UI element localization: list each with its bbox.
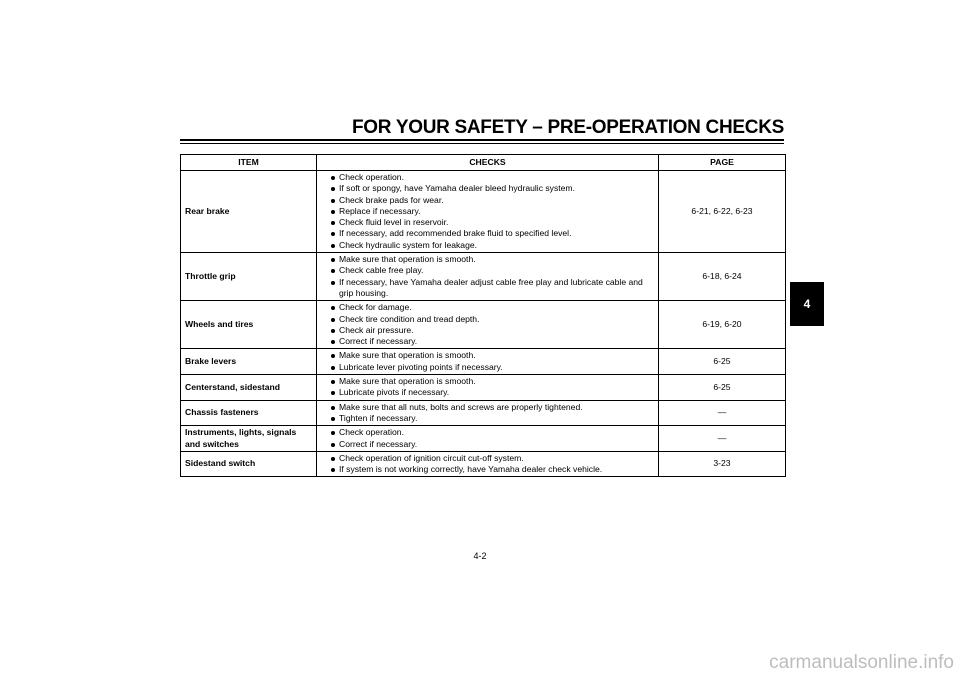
- check-item: If system is not working correctly, have Yamaha dealer check vehicle.: [328, 464, 654, 475]
- check-item: If necessary, add recommended brake fluid to specified level.: [328, 228, 654, 239]
- page-cell: —: [659, 400, 786, 426]
- title-rule-thin: [180, 143, 784, 144]
- check-item: Correct if necessary.: [328, 336, 654, 347]
- pre-operation-checks-table: [180, 154, 786, 477]
- check-item: Replace if necessary.: [328, 206, 654, 217]
- table-row: [181, 375, 786, 401]
- check-item: Correct if necessary.: [328, 439, 654, 450]
- check-item: Make sure that operation is smooth.: [328, 376, 654, 387]
- checks-cell: [317, 451, 659, 477]
- item-cell: Rear brake: [181, 171, 317, 253]
- check-item: Check hydraulic system for leakage.: [328, 240, 654, 251]
- page-cell: 6-19, 6-20: [659, 301, 786, 349]
- checks-list: [328, 350, 654, 373]
- check-item: Make sure that operation is smooth.: [328, 254, 654, 265]
- page-number: 4-2: [473, 551, 487, 561]
- check-item: Check operation.: [328, 427, 654, 438]
- check-item: Lubricate pivots if necessary.: [328, 387, 654, 398]
- check-item: Tighten if necessary.: [328, 413, 654, 424]
- table-row: [181, 349, 786, 375]
- table-row: [181, 301, 786, 349]
- page-cell: 6-21, 6-22, 6-23: [659, 171, 786, 253]
- column-header-item: ITEM: [181, 155, 317, 171]
- check-item: Lubricate lever pivoting points if necessary.: [328, 362, 654, 373]
- checks-cell: [317, 400, 659, 426]
- table-row: [181, 451, 786, 477]
- checks-cell: [317, 349, 659, 375]
- item-cell: Wheels and tires: [181, 301, 317, 349]
- item-cell: Instruments, lights, signals and switches: [181, 426, 317, 452]
- table-row: [181, 426, 786, 452]
- check-item: If soft or spongy, have Yamaha dealer bleed hydraulic system.: [328, 183, 654, 194]
- checks-list: [328, 376, 654, 399]
- checks-list: [328, 254, 654, 299]
- item-cell: Throttle grip: [181, 253, 317, 301]
- checks-list: [328, 302, 654, 347]
- page-cell: 6-18, 6-24: [659, 253, 786, 301]
- section-tab: 4: [790, 282, 824, 326]
- checks-cell: [317, 375, 659, 401]
- checks-list: [328, 453, 654, 476]
- item-cell: Centerstand, sidestand: [181, 375, 317, 401]
- check-item: Check for damage.: [328, 302, 654, 313]
- watermark: carmanualsonline.info: [769, 652, 954, 673]
- check-item: If necessary, have Yamaha dealer adjust cable free play and lubricate cable and grip housing.: [328, 277, 654, 300]
- check-item: Make sure that operation is smooth.: [328, 350, 654, 361]
- column-header-page: PAGE: [659, 155, 786, 171]
- check-item: Check fluid level in reservoir.: [328, 217, 654, 228]
- table-row: [181, 253, 786, 301]
- page-title: FOR YOUR SAFETY – PRE-OPERATION CHECKS: [352, 117, 784, 138]
- table-row: [181, 400, 786, 426]
- page-cell: 6-25: [659, 375, 786, 401]
- table-header-row: [181, 155, 786, 171]
- checks-cell: [317, 426, 659, 452]
- checks-list: [328, 402, 654, 425]
- page-cell: —: [659, 426, 786, 452]
- check-item: Check brake pads for wear.: [328, 195, 654, 206]
- item-cell: Chassis fasteners: [181, 400, 317, 426]
- check-item: Check cable free play.: [328, 265, 654, 276]
- checks-cell: [317, 253, 659, 301]
- table-row: [181, 171, 786, 253]
- check-item: Check operation.: [328, 172, 654, 183]
- check-item: Check air pressure.: [328, 325, 654, 336]
- checks-list: [328, 427, 654, 450]
- checks-list: [328, 172, 654, 251]
- checks-cell: [317, 171, 659, 253]
- check-item: Make sure that all nuts, bolts and screws are properly tightened.: [328, 402, 654, 413]
- page-cell: 6-25: [659, 349, 786, 375]
- title-rule-thick: [180, 139, 784, 141]
- item-cell: Brake levers: [181, 349, 317, 375]
- check-item: Check tire condition and tread depth.: [328, 314, 654, 325]
- page-cell: 3-23: [659, 451, 786, 477]
- item-cell: Sidestand switch: [181, 451, 317, 477]
- checks-cell: [317, 301, 659, 349]
- column-header-checks: CHECKS: [317, 155, 659, 171]
- check-item: Check operation of ignition circuit cut-off system.: [328, 453, 654, 464]
